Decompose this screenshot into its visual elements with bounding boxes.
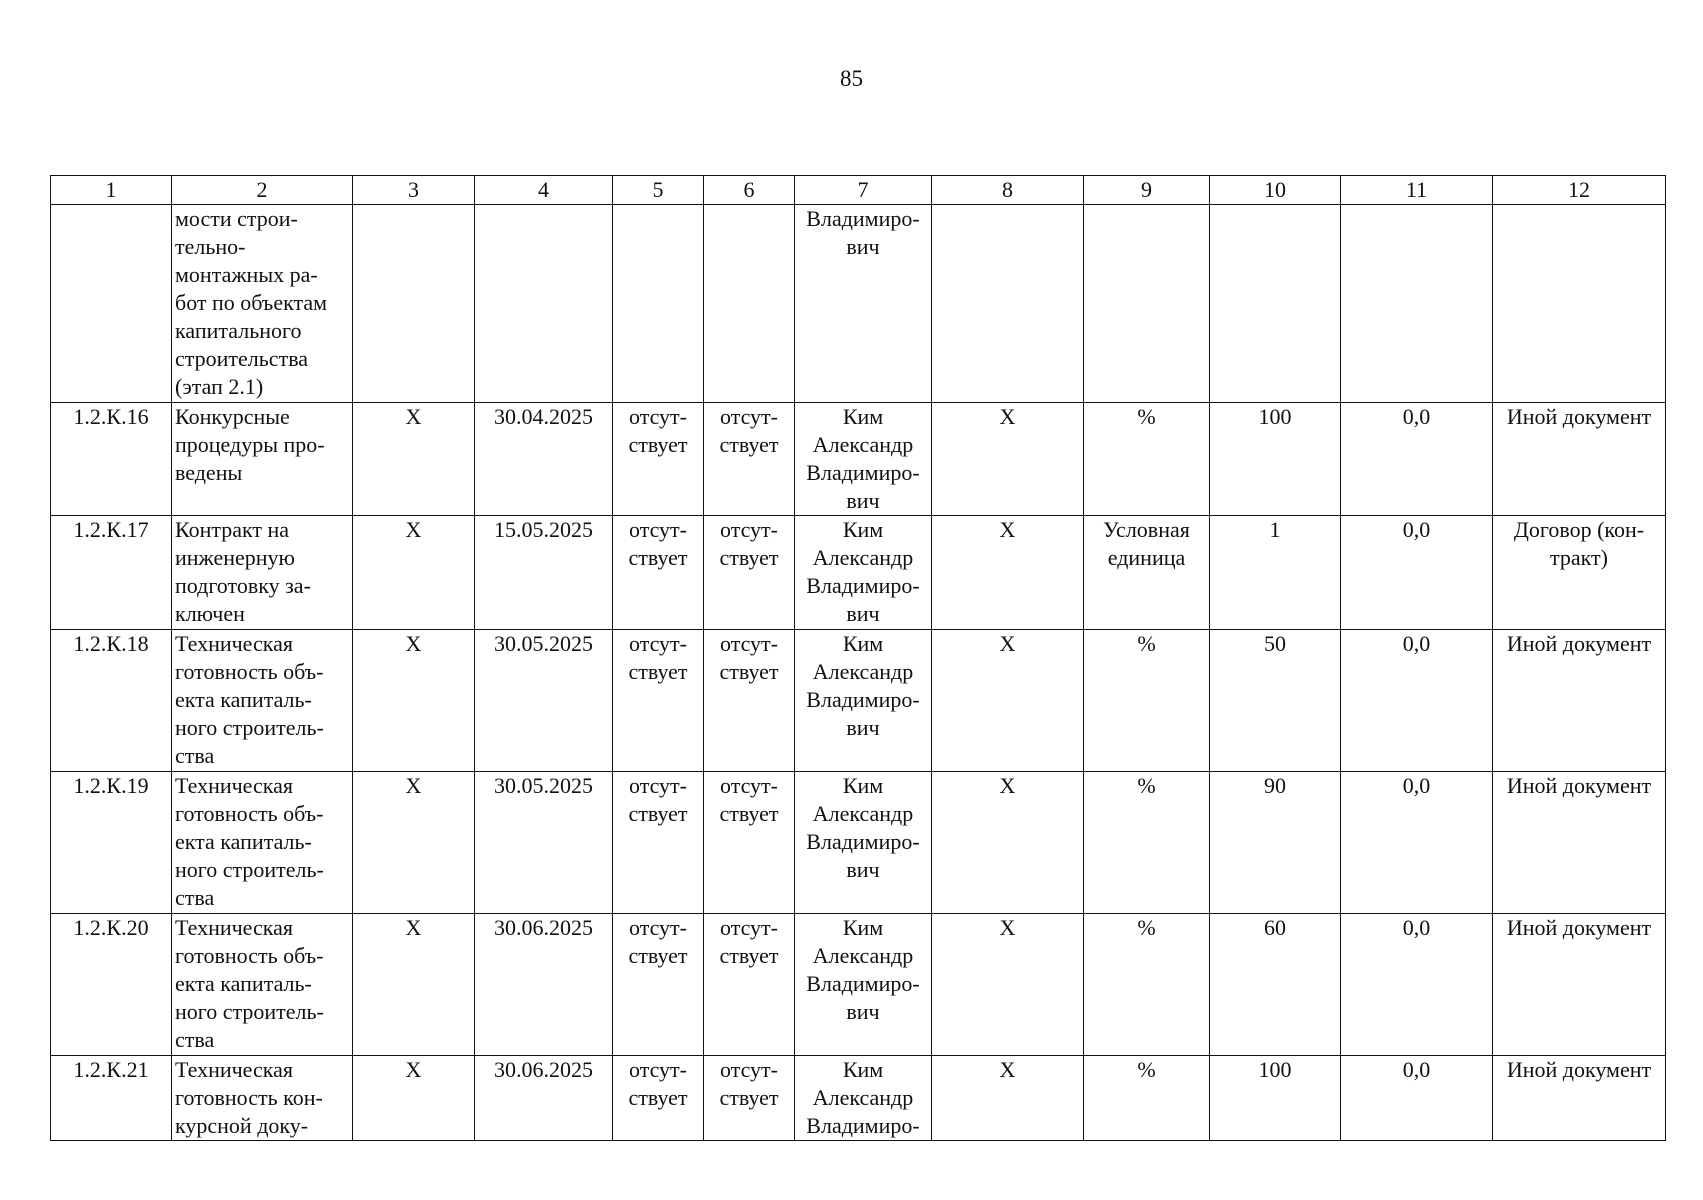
document-type-cell xyxy=(1493,516,1666,630)
column-6-cell xyxy=(704,516,795,630)
unit-cell xyxy=(1084,630,1210,772)
cell-line: вич xyxy=(846,601,880,626)
cell-line: Ким xyxy=(842,1057,884,1082)
cell-line: ства xyxy=(175,1027,215,1052)
item-number-cell: 1.2.К.21 xyxy=(51,1056,172,1141)
table-row xyxy=(51,772,1666,914)
cell-line: ствует xyxy=(628,545,688,570)
column-5-cell xyxy=(613,1056,704,1141)
table-body xyxy=(51,205,1666,1141)
column-6-cell xyxy=(704,1056,795,1141)
cell-line: отсут- xyxy=(719,915,778,940)
cell-line: Александр xyxy=(812,432,914,457)
cell-line: ства xyxy=(175,885,215,910)
cell-line: ведены xyxy=(175,460,243,485)
column-3-cell: X xyxy=(353,516,475,630)
item-number-cell xyxy=(51,205,172,403)
column-11-cell xyxy=(1341,205,1493,403)
column-header: 4 xyxy=(475,176,613,205)
cell-line: Условная xyxy=(1103,517,1190,542)
table-row xyxy=(51,205,1666,403)
cell-line: готовность объ- xyxy=(175,801,324,826)
cell-line: отсут- xyxy=(719,404,778,429)
cell-line: Техническая xyxy=(175,631,294,656)
item-name-cell xyxy=(172,772,353,914)
column-3-cell: X xyxy=(353,914,475,1056)
column-5-cell xyxy=(613,630,704,772)
cell-line: Ким xyxy=(842,517,884,542)
cell-line: % xyxy=(1137,1057,1156,1082)
document-type-cell xyxy=(1493,914,1666,1056)
column-header: 6 xyxy=(704,176,795,205)
responsible-person-cell xyxy=(795,772,932,914)
cell-line: Владимиро- xyxy=(806,829,920,854)
cell-line: готовность объ- xyxy=(175,659,324,684)
unit-cell xyxy=(1084,914,1210,1056)
column-11-cell: 0,0 xyxy=(1341,403,1493,516)
cell-line: ствует xyxy=(628,1085,688,1110)
cell-line: мости строи- xyxy=(175,206,298,231)
cell-line: Иной документ xyxy=(1506,404,1652,429)
cell-line: вич xyxy=(846,999,880,1024)
cell-line: екта капиталь- xyxy=(175,971,312,996)
column-header: 9 xyxy=(1084,176,1210,205)
column-header: 3 xyxy=(353,176,475,205)
cell-line: Иной документ xyxy=(1506,915,1652,940)
column-8-cell: X xyxy=(932,772,1084,914)
column-11-cell: 0,0 xyxy=(1341,630,1493,772)
cell-line: Техническая xyxy=(175,773,294,798)
cell-line: Ким xyxy=(842,915,884,940)
cell-line: Владимиро- xyxy=(806,687,920,712)
cell-line: екта капиталь- xyxy=(175,687,312,712)
cell-line: Владимиро- xyxy=(806,460,920,485)
cell-line: ствует xyxy=(719,432,779,457)
cell-line: бот по объектам xyxy=(175,290,328,315)
cell-line: Контракт на xyxy=(175,517,290,542)
item-name-cell xyxy=(172,205,353,403)
cell-line: Иной документ xyxy=(1506,1057,1652,1082)
date-cell xyxy=(475,205,613,403)
column-3-cell: X xyxy=(353,403,475,516)
table-row xyxy=(51,403,1666,516)
cell-line: ного строитель- xyxy=(175,999,324,1024)
cell-line: Александр xyxy=(812,545,914,570)
column-header: 12 xyxy=(1493,176,1666,205)
cell-line: Владимиро- xyxy=(806,573,920,598)
item-name-cell xyxy=(172,630,353,772)
item-name-cell xyxy=(172,516,353,630)
column-3-cell: X xyxy=(353,630,475,772)
responsible-person-cell xyxy=(795,516,932,630)
unit-cell xyxy=(1084,516,1210,630)
cell-line: строительства xyxy=(175,346,309,371)
plan-table xyxy=(50,175,1666,1141)
item-name-cell xyxy=(172,914,353,1056)
table-row xyxy=(51,914,1666,1056)
cell-line: Конкурсные xyxy=(175,404,290,429)
cell-line: Иной документ xyxy=(1506,631,1652,656)
cell-line: Александр xyxy=(812,943,914,968)
column-5-cell xyxy=(613,914,704,1056)
cell-line: единица xyxy=(1107,545,1186,570)
cell-line: ствует xyxy=(628,432,688,457)
page-number: 85 xyxy=(840,66,863,91)
cell-line: Ким xyxy=(842,631,884,656)
column-5-cell xyxy=(613,772,704,914)
value-cell: 50 xyxy=(1210,630,1341,772)
column-6-cell xyxy=(704,630,795,772)
cell-line: ствует xyxy=(719,943,779,968)
table-row xyxy=(51,1056,1666,1141)
column-8-cell: X xyxy=(932,630,1084,772)
date-cell: 30.04.2025 xyxy=(475,403,613,516)
cell-line: ствует xyxy=(719,545,779,570)
document-type-cell xyxy=(1493,205,1666,403)
cell-line: инженерную xyxy=(175,545,295,570)
responsible-person-cell xyxy=(795,630,932,772)
column-8-cell: X xyxy=(932,516,1084,630)
column-11-cell: 0,0 xyxy=(1341,516,1493,630)
cell-line: ного строитель- xyxy=(175,715,324,740)
cell-line: монтажных ра- xyxy=(175,262,318,287)
item-name-cell xyxy=(172,1056,353,1141)
cell-line: ствует xyxy=(719,801,779,826)
cell-line: Ким xyxy=(842,773,884,798)
cell-line: вич xyxy=(846,234,880,259)
value-cell xyxy=(1210,205,1341,403)
date-cell: 15.05.2025 xyxy=(475,516,613,630)
unit-cell xyxy=(1084,205,1210,403)
cell-line: Техническая xyxy=(175,915,294,940)
cell-line: Владимиро- xyxy=(806,1113,920,1138)
cell-line: готовность кон- xyxy=(175,1085,323,1110)
cell-line: Александр xyxy=(812,1085,914,1110)
column-header: 8 xyxy=(932,176,1084,205)
document-type-cell xyxy=(1493,403,1666,516)
column-3-cell: X xyxy=(353,1056,475,1141)
document-type-cell xyxy=(1493,630,1666,772)
value-cell: 100 xyxy=(1210,1056,1341,1141)
cell-line: Владимиро- xyxy=(806,971,920,996)
column-6-cell xyxy=(704,914,795,1056)
date-cell: 30.06.2025 xyxy=(475,914,613,1056)
cell-line: отсут- xyxy=(628,404,687,429)
cell-line: ствует xyxy=(719,1085,779,1110)
cell-line: ства xyxy=(175,743,215,768)
column-8-cell: X xyxy=(932,1056,1084,1141)
cell-line: % xyxy=(1137,915,1156,940)
responsible-person-cell xyxy=(795,403,932,516)
cell-line: отсут- xyxy=(719,773,778,798)
date-cell: 30.05.2025 xyxy=(475,630,613,772)
cell-line: отсут- xyxy=(719,631,778,656)
column-5-cell xyxy=(613,205,704,403)
document-type-cell xyxy=(1493,1056,1666,1141)
column-11-cell: 0,0 xyxy=(1341,1056,1493,1141)
item-number-cell: 1.2.К.16 xyxy=(51,403,172,516)
column-header: 1 xyxy=(51,176,172,205)
cell-line: тракт) xyxy=(1550,545,1608,570)
item-name-cell xyxy=(172,403,353,516)
responsible-person-cell xyxy=(795,1056,932,1141)
column-3-cell xyxy=(353,205,475,403)
column-6-cell xyxy=(704,772,795,914)
cell-line: подготовку за- xyxy=(175,573,311,598)
cell-line: Владимиро- xyxy=(806,206,920,231)
value-cell: 60 xyxy=(1210,914,1341,1056)
cell-line: ного строитель- xyxy=(175,857,324,882)
column-header: 11 xyxy=(1341,176,1493,205)
column-header: 5 xyxy=(613,176,704,205)
cell-line: отсут- xyxy=(719,1057,778,1082)
column-5-cell xyxy=(613,403,704,516)
unit-cell xyxy=(1084,1056,1210,1141)
cell-line: готовность объ- xyxy=(175,943,324,968)
cell-line: ствует xyxy=(628,943,688,968)
item-number-cell: 1.2.К.18 xyxy=(51,630,172,772)
cell-line: отсут- xyxy=(628,773,687,798)
column-11-cell: 0,0 xyxy=(1341,914,1493,1056)
value-cell: 1 xyxy=(1210,516,1341,630)
cell-line: процедуры про- xyxy=(175,432,325,457)
item-number-cell: 1.2.К.19 xyxy=(51,772,172,914)
unit-cell xyxy=(1084,772,1210,914)
cell-line: отсут- xyxy=(628,631,687,656)
cell-line: Техническая xyxy=(175,1057,294,1082)
item-number-cell: 1.2.К.20 xyxy=(51,914,172,1056)
column-header: 10 xyxy=(1210,176,1341,205)
responsible-person-cell xyxy=(795,205,932,403)
cell-line: ствует xyxy=(628,801,688,826)
column-5-cell xyxy=(613,516,704,630)
cell-line: отсут- xyxy=(628,517,687,542)
cell-line: капитального xyxy=(175,318,302,343)
document-type-cell xyxy=(1493,772,1666,914)
cell-line: % xyxy=(1137,631,1156,656)
cell-line: Александр xyxy=(812,659,914,684)
cell-line: отсут- xyxy=(628,915,687,940)
date-cell: 30.05.2025 xyxy=(475,772,613,914)
value-cell: 100 xyxy=(1210,403,1341,516)
column-3-cell: X xyxy=(353,772,475,914)
cell-line: вич xyxy=(846,857,880,882)
cell-line: Александр xyxy=(812,801,914,826)
column-11-cell: 0,0 xyxy=(1341,772,1493,914)
cell-line: Договор (кон- xyxy=(1513,517,1645,542)
column-header: 7 xyxy=(795,176,932,205)
cell-line: (этап 2.1) xyxy=(175,374,264,399)
date-cell: 30.06.2025 xyxy=(475,1056,613,1141)
column-8-cell: X xyxy=(932,914,1084,1056)
value-cell: 90 xyxy=(1210,772,1341,914)
column-8-cell xyxy=(932,205,1084,403)
cell-line: % xyxy=(1137,404,1156,429)
cell-line: вич xyxy=(846,715,880,740)
cell-line: % xyxy=(1137,773,1156,798)
cell-line: ствует xyxy=(628,659,688,684)
cell-line: отсут- xyxy=(719,517,778,542)
header-row xyxy=(51,176,1666,205)
table-row xyxy=(51,516,1666,630)
cell-line: ключен xyxy=(175,601,245,626)
cell-line: ствует xyxy=(719,659,779,684)
responsible-person-cell xyxy=(795,914,932,1056)
column-8-cell: X xyxy=(932,403,1084,516)
cell-line: отсут- xyxy=(628,1057,687,1082)
unit-cell xyxy=(1084,403,1210,516)
table-row xyxy=(51,630,1666,772)
cell-line: вич xyxy=(846,488,880,513)
cell-line: екта капиталь- xyxy=(175,829,312,854)
column-6-cell xyxy=(704,205,795,403)
cell-line: курсной доку- xyxy=(175,1113,309,1138)
cell-line: Иной документ xyxy=(1506,773,1652,798)
cell-line: Ким xyxy=(842,404,884,429)
column-header: 2 xyxy=(172,176,353,205)
column-6-cell xyxy=(704,403,795,516)
item-number-cell: 1.2.К.17 xyxy=(51,516,172,630)
cell-line: тельно- xyxy=(175,234,246,259)
